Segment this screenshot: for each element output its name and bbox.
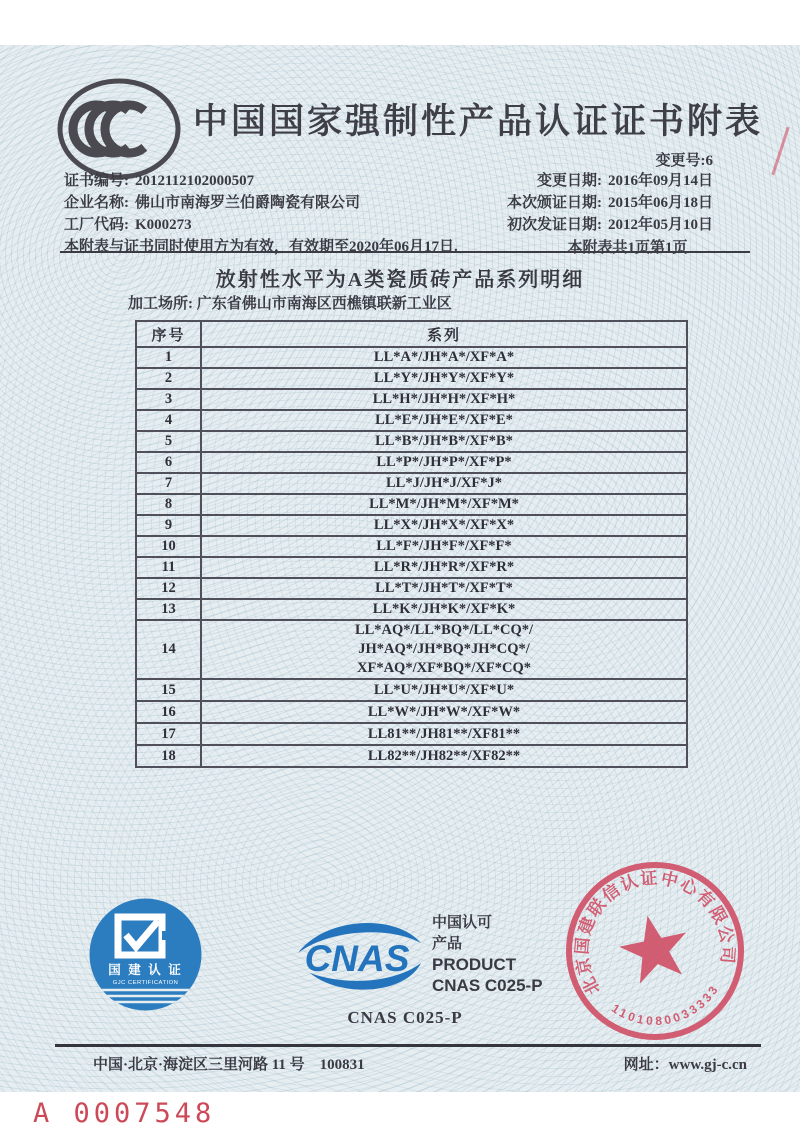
certificate-number-value: 2012112102000507 [135, 173, 255, 189]
page-count: 本附表共1页第1页 [567, 240, 688, 256]
row-no: 13 [136, 599, 201, 620]
seal-star-icon [614, 909, 694, 986]
table-row [136, 745, 687, 767]
cnas-logo-icon [290, 913, 425, 998]
row-no: 16 [136, 701, 201, 723]
footer-website: 网址：www.gj-c.cn [623, 1057, 747, 1073]
company-name-value: 佛山市南海罗兰伯爵陶瓷有限公司 [135, 195, 361, 211]
row-no: 11 [136, 557, 201, 578]
row-series: LL81**/JH81**/XF81** [201, 723, 687, 745]
row-no: 15 [136, 679, 201, 701]
gjc-logo-text-en: GJC CERTIFICATION [112, 980, 179, 986]
cnas-text-block [432, 912, 543, 996]
seal-number: 1101080033333 [609, 981, 723, 1029]
row-no: 12 [136, 578, 201, 599]
first-issue-date-label: 初次发证日期: [506, 217, 602, 233]
certificate-info-left [64, 170, 494, 258]
processing-location-label: 加工场所: [128, 296, 193, 312]
first-issue-date-row [440, 214, 713, 236]
issue-date-label: 本次颁证日期: [506, 195, 602, 211]
change-date-label: 变更日期: [536, 173, 602, 189]
row-no: 5 [136, 431, 201, 452]
cnas-wordmark: CNAS [304, 938, 410, 979]
gjc-logo-text-cn: 国 建 认 证 [108, 963, 183, 977]
row-series [201, 620, 687, 679]
factory-code-label: 工厂代码: [64, 217, 129, 233]
col-header-series: 系列 [201, 321, 687, 347]
row-series: LL*X*/JH*X*/XF*X* [201, 515, 687, 536]
row-series: LL*H*/JH*H*/XF*H* [201, 389, 687, 410]
footer-address: 中国·北京·海淀区三里河路 11 号 100831 [93, 1057, 365, 1073]
table-row [136, 536, 687, 557]
table-row [136, 723, 687, 745]
ccc-logo-icon [55, 76, 183, 182]
row-series: LL82**/JH82**/XF82** [201, 745, 687, 767]
cnas-text-line1: 中国认可 [432, 914, 493, 931]
cnas-code: CNAS C025-P [347, 1008, 463, 1027]
serial-number: A 0007548 [33, 1098, 216, 1129]
row-series: LL*F*/JH*F*/XF*F* [201, 536, 687, 557]
issue-date-row [440, 192, 713, 214]
row-series: LL*E*/JH*E*/XF*E* [201, 410, 687, 431]
table-row [136, 578, 687, 599]
gjc-certification-logo-icon [88, 897, 203, 1012]
row-series: LL*T*/JH*T*/XF*T* [201, 578, 687, 599]
certificate-info-right [440, 170, 713, 236]
table-row [136, 620, 687, 679]
row-series: LL*U*/JH*U*/XF*U* [201, 679, 687, 701]
company-seal-icon [560, 856, 750, 1046]
row-series: LL*P*/JH*P*/XF*P* [201, 452, 687, 473]
row-series: LL*A*/JH*A*/XF*A* [201, 347, 687, 368]
table-row [136, 431, 687, 452]
first-issue-date-value: 2012年05月10日 [607, 217, 713, 233]
table-row [136, 557, 687, 578]
footer [55, 1053, 761, 1074]
row-no: 4 [136, 410, 201, 431]
table-row [136, 452, 687, 473]
table-row [136, 494, 687, 515]
company-name-label: 企业名称: [64, 195, 129, 211]
table-row [136, 599, 687, 620]
cnas-text-line4: CNAS C025-P [432, 976, 543, 995]
row-series: LL*W*/JH*W*/XF*W* [201, 701, 687, 723]
row-no: 3 [136, 389, 201, 410]
row-series: LL*K*/JH*K*/XF*K* [201, 599, 687, 620]
row-no: 1 [136, 347, 201, 368]
table-row [136, 515, 687, 536]
factory-code-value: K000273 [135, 217, 192, 233]
validity-row [64, 236, 494, 258]
row-no: 9 [136, 515, 201, 536]
issue-date-value: 2015年06月18日 [607, 195, 713, 211]
validity-text: 本附表与证书同时使用方为有效，有效期至2020年06月17日. [64, 239, 458, 255]
series-table [135, 320, 688, 768]
row-no: 2 [136, 368, 201, 389]
row-series: LL*J/JH*J/XF*J* [201, 473, 687, 494]
cnas-text-line2: 产品 [432, 935, 463, 952]
table-row [136, 368, 687, 389]
processing-location [128, 292, 452, 313]
row-series-line: XF*AQ*/XF*BQ*/XF*CQ* [357, 660, 531, 676]
header-divider [60, 251, 750, 253]
table-header-row [136, 321, 687, 347]
change-number: 变更号:6 [655, 153, 713, 169]
row-series: LL*B*/JH*B*/XF*B* [201, 431, 687, 452]
table-row [136, 701, 687, 723]
footer-divider [55, 1044, 761, 1047]
row-no: 6 [136, 452, 201, 473]
company-name-row [64, 192, 494, 214]
section-title: 放射性水平为A类瓷质砖产品系列明细 [215, 269, 585, 291]
table-row [136, 347, 687, 368]
change-date-value: 2016年09月14日 [607, 173, 713, 189]
certificate-number-row [64, 170, 494, 192]
seal-company-name: 北京国建联信认证中心有限公司 [572, 868, 738, 998]
table-row [136, 389, 687, 410]
page-title: 中国国家强制性产品认证证书附表 [192, 102, 763, 141]
row-no: 14 [136, 620, 201, 679]
table-row [136, 473, 687, 494]
row-series: LL*R*/JH*R*/XF*R* [201, 557, 687, 578]
row-no: 17 [136, 723, 201, 745]
row-series: LL*M*/JH*M*/XF*M* [201, 494, 687, 515]
cnas-text-line3: PRODUCT [432, 955, 517, 974]
change-date-row [440, 170, 713, 192]
row-series: LL*Y*/JH*Y*/XF*Y* [201, 368, 687, 389]
factory-code-row [64, 214, 494, 236]
col-header-no: 序号 [136, 321, 201, 347]
row-no: 7 [136, 473, 201, 494]
row-series-line: JH*AQ*/JH*BQ*JH*CQ*/ [358, 641, 530, 657]
processing-location-value: 广东省佛山市南海区西樵镇联新工业区 [196, 296, 452, 312]
row-series-line: LL*AQ*/LL*BQ*/LL*CQ*/ [354, 622, 534, 638]
certificate-number-label: 证书编号: [64, 173, 129, 189]
row-no: 10 [136, 536, 201, 557]
table-row [136, 679, 687, 701]
table-row [136, 410, 687, 431]
row-no: 8 [136, 494, 201, 515]
row-no: 18 [136, 745, 201, 767]
